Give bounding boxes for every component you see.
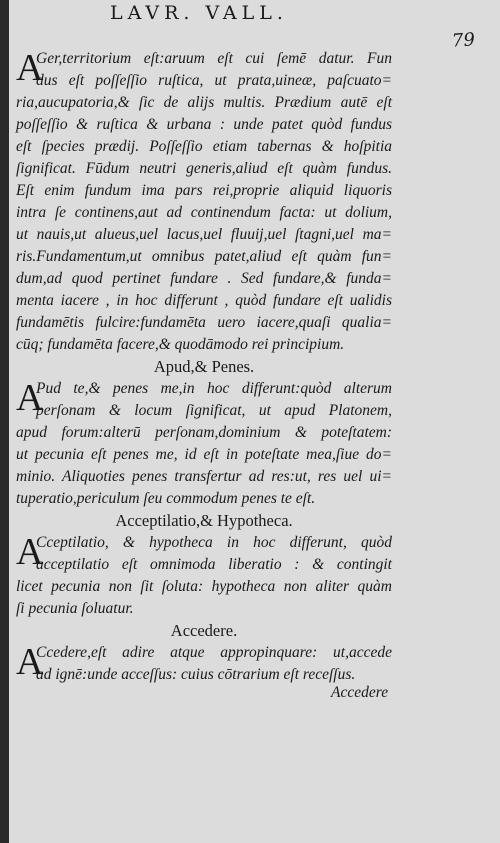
text-line: ris.Fundamentum,ut omnibus patet,aliud eſt quàm fun=	[16, 248, 392, 265]
text-line: ut nauis,ut alueus,uel lacus,uel fluuij,uel ſtagni,uel ma=	[16, 226, 392, 243]
section-heading: Apud,& Penes.	[153, 357, 255, 376]
catchword: Accedere	[331, 684, 389, 701]
text-line: dus eſt poſſeſſio ruſtica, ut prata,uineæ, paſcuato=	[36, 72, 392, 89]
text-line: menta iacere , in hoc differunt , quòd fundare eſt ualidis	[16, 292, 392, 309]
section-heading: Accedere.	[170, 621, 238, 640]
binding-gutter	[0, 0, 9, 843]
body-text	[16, 48, 392, 686]
folio-number: 79	[451, 29, 476, 52]
drop-capital: A	[16, 47, 44, 89]
text-line: ria,aucupatoria,& ſic de alijs multis. Prædium autē eſt	[16, 94, 392, 111]
text-line: eſt ſpecies prædij. Poſſeſſio etiam tabernas & hoſpitia	[16, 138, 392, 155]
text-line: ſignificat. Fūdum neutri generis,aliud eſt quàm fundus.	[16, 160, 392, 177]
drop-capital: A	[16, 377, 44, 419]
paragraph	[16, 642, 392, 686]
drop-capital: A	[16, 641, 44, 683]
text-line: Cceptilatio, & hypotheca in hoc differunt, quòd	[36, 534, 392, 551]
text-line: ad ignē:unde acceſſus: cuius cōtrarium eſt receſſus.	[36, 666, 356, 683]
text-line: ut pecunia eſt penes me, id eſt in poteſtate mea,ſiue do=	[16, 446, 392, 463]
text-line: tuperatio,periculum ſeu commodum penes te eſt.	[16, 490, 316, 507]
text-line: intra ſe continens,aut ad continendum facta: ut dolium,	[16, 204, 392, 221]
text-line: minio. Aliquoties penes transfertur ad res:ut, res uel ui=	[16, 468, 392, 485]
text-line: Ger,territorium eſt:aruum eſt cui ſemē datur. Fun	[36, 50, 392, 67]
drop-capital: A	[16, 531, 44, 573]
text-line: fundamētis fulcire:fundamēta uero iacere,quaſi qualia=	[16, 314, 392, 331]
text-line: cūq; fundamēta facere,& quodāmodo rei principium.	[16, 336, 345, 353]
paragraph	[16, 48, 392, 356]
section-heading: Acceptilatio,& Hypotheca.	[115, 511, 293, 530]
text-line: Eſt enim fundum ima pars rei,proprie aliquid liquoris	[16, 182, 392, 199]
paragraph	[16, 378, 392, 510]
running-title: LAVR. VALL.	[110, 2, 288, 24]
text-line: Ccedere,eſt adire atque appropinquare: ut,accede	[36, 644, 392, 661]
text-line: dum,ad quod pertinet fundare . Sed fundare,& funda=	[16, 270, 392, 287]
text-line: Pud te,& penes me,in hoc differunt:quòd alterum	[36, 380, 392, 397]
text-line: ſi pecunia ſoluatur.	[16, 600, 134, 617]
text-line: poſſeſſio & ruſtica & urbana : unde patet quòd fundus	[16, 116, 392, 133]
text-line: apud forum:alterū perſonam,dominium & poteſtatem:	[16, 424, 392, 441]
text-line: perſonam & locum ſignificat, ut apud Platonem,	[36, 402, 392, 419]
paragraph	[16, 532, 392, 620]
text-line: acceptilatio eſt omnimoda liberatio : & contingit	[36, 556, 392, 573]
text-line: licet pecunia non ſit ſoluta: hypotheca non aliter quàm	[16, 578, 392, 595]
